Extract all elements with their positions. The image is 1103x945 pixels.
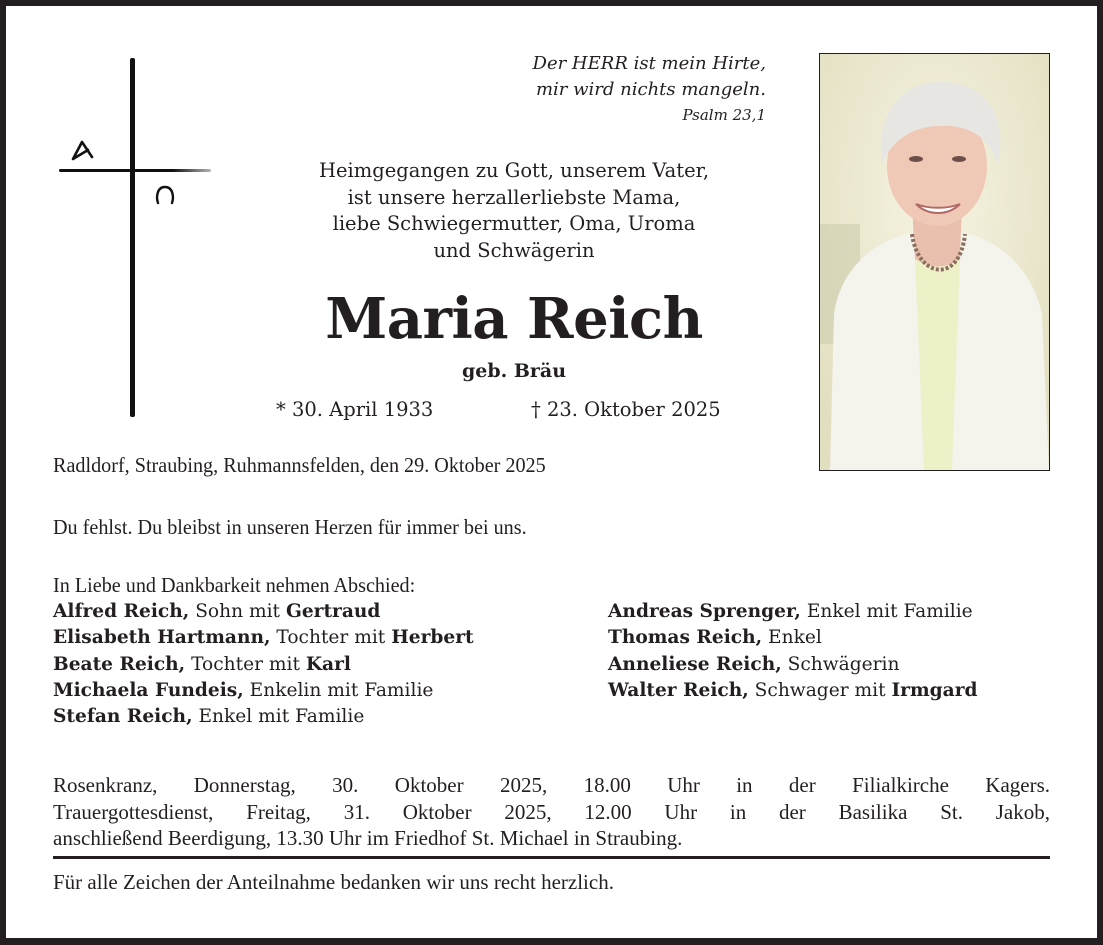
cross-horizontal-bar bbox=[59, 169, 211, 172]
mourner-relation: Enkel mit Familie bbox=[198, 706, 365, 728]
omega-icon bbox=[154, 183, 176, 205]
service-funeral-mass: Trauergottesdienst, Freitag, 31. Oktober 2025, 12.00 Uhr in der Basilika St. Jakob, bbox=[53, 799, 1050, 824]
mourner-entry: Elisabeth Hartmann, Tochter mit Herbert bbox=[53, 627, 474, 649]
mourner-entry: Alfred Reich, Sohn mit Gertraud bbox=[53, 601, 381, 622]
verse-line-2: mir wird nichts mangeln. bbox=[535, 79, 766, 100]
mourner-entry: Beate Reich, Tochter mit Karl bbox=[53, 653, 351, 675]
place-date: Radldorf, Straubing, Ruhmannsfelden, den 29. Oktober 2025 bbox=[53, 453, 546, 477]
memorial-message: Du fehlst. Du bleibst in unseren Herzen für immer bei uns. bbox=[53, 515, 527, 539]
mourner-partner: Irmgard bbox=[891, 679, 978, 701]
obituary-notice bbox=[6, 6, 1097, 938]
mourner-entry: Andreas Sprenger, Enkel mit Familie bbox=[608, 601, 973, 622]
intro-line: und Schwägerin bbox=[433, 238, 595, 262]
service-details bbox=[53, 772, 1050, 852]
mourner-name: Beate Reich bbox=[53, 653, 179, 675]
mourner-relation: Tochter mit bbox=[276, 627, 386, 649]
verse-line-1: Der HERR ist mein Hirte, bbox=[532, 53, 766, 74]
mourners-left-column bbox=[53, 599, 474, 730]
service-burial: anschließend Beerdigung, 13.30 Uhr im Friedhof St. Michael in Straubing. bbox=[53, 826, 683, 850]
mourner-relation: Sohn mit bbox=[195, 601, 281, 622]
farewell-intro: In Liebe und Dankbarkeit nehmen Abschied: bbox=[53, 573, 416, 597]
birth-date: * 30. April 1933 bbox=[276, 398, 434, 421]
mourner-partner: Herbert bbox=[391, 627, 474, 649]
mourner-entry: Thomas Reich, Enkel bbox=[608, 627, 822, 649]
mourner-name: Andreas Sprenger bbox=[608, 601, 795, 622]
mourner-name: Michaela Fundeis bbox=[53, 679, 238, 701]
intro-line: liebe Schwiegermutter, Oma, Uroma bbox=[332, 212, 696, 235]
mourner-relation: Schwager mit bbox=[754, 679, 886, 701]
mourner-entry: Stefan Reich, Enkel mit Familie bbox=[53, 706, 365, 728]
mourner-entry: Anneliese Reich, Schwägerin bbox=[608, 653, 900, 675]
mourner-partner: Karl bbox=[305, 653, 351, 675]
intro-line: Heimgegangen zu Gott, unserem Vater, bbox=[318, 159, 710, 182]
alpha-icon bbox=[70, 138, 96, 162]
service-rosary: Rosenkranz, Donnerstag, 30. Oktober 2025, 18.00 Uhr in der Filialkirche Kagers. bbox=[53, 773, 1050, 797]
mourner-entry: Michaela Fundeis, Enkelin mit Familie bbox=[53, 679, 434, 701]
mourner-relation: Enkelin mit Familie bbox=[249, 679, 434, 701]
portrait-illustration bbox=[820, 54, 1049, 470]
death-date: † 23. Oktober 2025 bbox=[531, 398, 721, 421]
verse-reference: Psalm 23,1 bbox=[682, 106, 766, 124]
mourner-relation: Enkel bbox=[768, 627, 822, 649]
mourner-partner: Gertraud bbox=[285, 601, 381, 622]
mourner-name: Walter Reich bbox=[608, 679, 743, 701]
mourner-name: Thomas Reich bbox=[608, 627, 756, 649]
maiden-name: geb. Bräu bbox=[461, 360, 567, 382]
mourner-name: Elisabeth Hartmann bbox=[53, 627, 264, 649]
cross-vertical-bar bbox=[130, 58, 135, 417]
mourner-relation: Enkel mit Familie bbox=[806, 601, 973, 622]
mourners-right-column bbox=[608, 599, 978, 704]
mourner-name: Alfred Reich bbox=[53, 601, 183, 622]
divider-rule bbox=[53, 856, 1050, 859]
mourner-name: Stefan Reich bbox=[53, 706, 187, 728]
mourner-relation: Schwägerin bbox=[787, 653, 900, 675]
intro-line: ist unsere herzallerliebste Mama, bbox=[347, 185, 681, 209]
portrait-photo bbox=[819, 53, 1050, 471]
mourner-entry: Walter Reich, Schwager mit Irmgard bbox=[608, 679, 978, 701]
deceased-name: Maria Reich bbox=[325, 286, 703, 352]
mourner-name: Anneliese Reich bbox=[608, 653, 776, 675]
mourner-relation: Tochter mit bbox=[191, 653, 300, 675]
bible-verse bbox=[533, 51, 766, 127]
thanks-note: Für alle Zeichen der Anteilnahme bedanken wir uns recht herzlich. bbox=[53, 870, 614, 894]
intro-text bbox=[254, 158, 774, 264]
